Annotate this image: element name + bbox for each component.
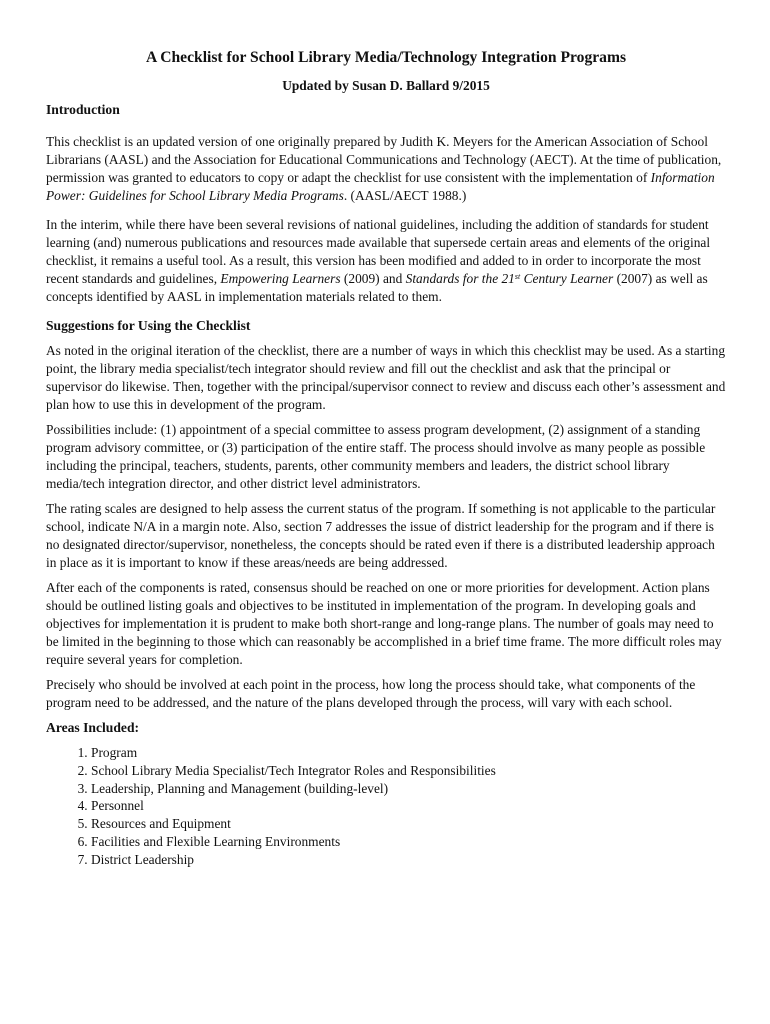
document-subtitle: Updated by Susan D. Ballard 9/2015 (282, 78, 490, 93)
intro-paragraph-2: In the interim, while there have been several revisions of national guidelines, including the addition of standards for student learning (and) numerous publications and resources made available that supersede certain areas and elements of the original checklist, it remains a useful tool. As a result, this version has been modified and added to in order to incorporate the most recent standards and guidelines, Empowering Learners (2009) and Standards for the 21st Century Learner (2007) as well as concepts identified by AASL in implementation materials related to them. (46, 217, 711, 304)
list-item: 2. School Library Media Specialist/Tech Integrator Roles and Responsibilities (91, 762, 726, 780)
areas-list (46, 744, 726, 869)
list-item: 1. Program (91, 744, 726, 762)
list-item: 3. Leadership, Planning and Management (building-level) (91, 780, 726, 798)
list-item: 4. Personnel (91, 797, 726, 815)
suggestions-heading: Suggestions for Using the Checklist (46, 318, 251, 333)
document-title: A Checklist for School Library Media/Technology Integration Programs (145, 49, 627, 66)
intro-paragraph-1: This checklist is an updated version of one originally prepared by Judith K. Meyers for the American Association of School Librarians (AASL) and the Association for Educational Communications and Technology (AECT). At the time of publication, permission was granted to educators to copy or adapt the checklist for use consistent with the implementation of Information Power: Guidelines for School Library Media Programs. (AASL/AECT 1988.) (46, 134, 722, 203)
suggestions-paragraph-1: As noted in the original iteration of the checklist, there are a number of ways in which this checklist may be used. As a starting point, the library media specialist/tech integrator should review and fill out the checklist and ask that the principal or supervisor do likewise. Then, together with the principal/supervisor connect to review and discuss each other’s assessment and plan how to use this in development of the program. (46, 343, 726, 412)
areas-heading: Areas Included: (46, 720, 140, 735)
suggestions-paragraph-5: Precisely who should be involved at each point in the process, how long the process should take, what components of the program need to be addressed, and the nature of the plans developed through the process, will vary with each school. (46, 677, 696, 710)
list-item: 5. Resources and Equipment (91, 815, 726, 833)
list-item: 6. Facilities and Flexible Learning Environments (91, 833, 726, 851)
list-item: 7. District Leadership (91, 851, 726, 869)
suggestions-paragraph-2: Possibilities include: (1) appointment of a special committee to assess program development, (2) assignment of a standing program advisory committee, or (3) participation of the entire staff. The process should involve as many people as possible including the principal, teachers, students, parents, other community members and leaders, the district school library media/tech integration director, and other district level administrators. (46, 422, 706, 491)
suggestions-paragraph-3: The rating scales are designed to help assess the current status of the program. If something is not applicable to the particular school, indicate N/A in a margin note. Also, section 7 addresses the issue of district leadership for the program and if there is no designated director/supervisor, nonetheless, the concepts should be rated even if there is a distributed leadership approach in place as it is important to know if these areas/needs are being addressed. (46, 501, 716, 570)
suggestions-paragraph-4: After each of the components is rated, consensus should be reached on one or more priorities for development. Action plans should be outlined listing goals and objectives to be instituted in implementation of the program. In developing goals and objectives for implementation it is prudent to make both short-range and long-range plans. The number of goals may need to be limited in the beginning to those which can reasonably be accomplished in a brief time frame. The more difficult roles may require several years for completion. (46, 580, 722, 667)
introduction-heading: Introduction (46, 102, 120, 117)
